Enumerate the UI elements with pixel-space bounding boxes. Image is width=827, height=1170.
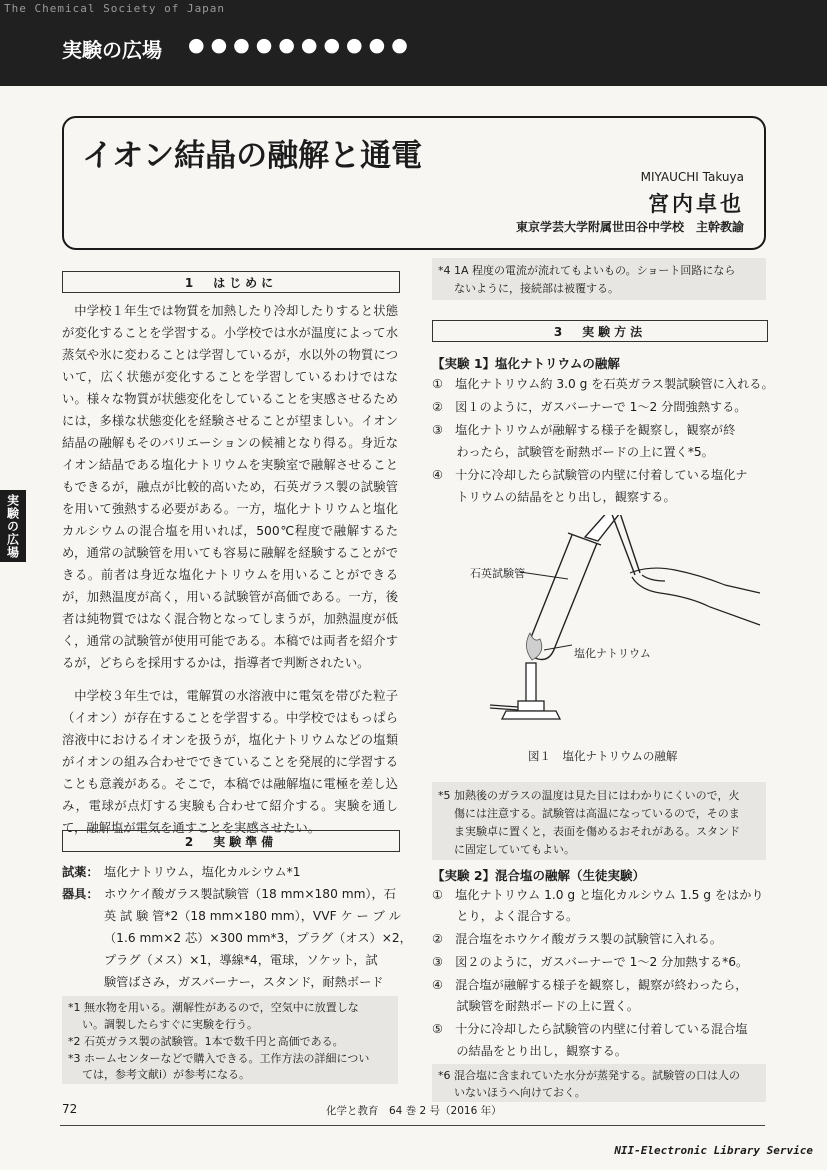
footnote-line: ま実験卓に置くと，表面を傷めるおそれがある。スタンド (454, 825, 740, 838)
journal-info: 化学と教育 64 巻 2 号（2016 年） (326, 1105, 502, 1117)
author-affiliation: 東京学芸大学附属世田谷中学校 主幹教諭 (515, 220, 744, 234)
reagents-text: 塩化ナトリウム，塩化カルシウム*1 (104, 865, 301, 879)
section1-paragraph-1: 中学校１年生では物質を加熱したり冷却したりすると状態が変化することを学習する。小学校では水が温度によって水蒸気や氷に変わることは学習しているが，水以外の物質について，広く状態が変化することを学習しているわけではない。様々な物質が状態変化をしていることを実感させるためには，多様な状態変化を経験させることが望ましい。イオン結晶の融解もそのバリエーションの候補となり得る。身近なイオン結晶である塩化ナトリウムを実験室で融解させることもできるが，融点が比較的高いため，石英ガラス製の試験管を用いて強熱する必要がある。一方，塩化ナトリウムと塩化カルシウムの混合塩を用いれば，500℃程度で融解するため，通常の試験管を用いても容易に融解を経験することができる。前者は身近な塩化ナトリウムを用いることができるが，加熱温度が高く，用いる試験管が高価である。一方，後者は純物質ではなく混合物となってしまうが，加熱温度が低く，通常の試験管が使用可能である。本稿では両者を紹介するが，どちらを採用するかは，指導者で判断されたい。 (62, 304, 398, 670)
page-number: 72 (62, 1102, 78, 1116)
experiment1-step: トリウムの結晶をとり出し，観察する。 (432, 490, 676, 504)
title-box (62, 116, 766, 250)
experiment2-step: とり，よく混合する。 (432, 909, 579, 923)
experiment2-step: の結晶をとり出し，観察する。 (432, 1044, 627, 1058)
equipment-line: プラグ（メス）×1，導線*4，電球，ソケット，試 (104, 953, 378, 967)
footnote-5 (432, 782, 766, 860)
footnote-line: *4 1A 程度の電流が流れてもよいもの。ショート回路になら (438, 264, 736, 277)
experiment2-step: 試験管を耐熱ボードの上に置く。 (432, 999, 639, 1013)
equipment-label: 器具： (62, 887, 99, 901)
banner-dots: ●●●●●●●●●● (188, 34, 414, 56)
figure-1-illustration (460, 515, 770, 730)
equipment-line: ホウケイ酸ガラス製試験管（18 mm×180 mm），石 (104, 887, 396, 901)
figure-label-salt: 塩化ナトリウム (574, 647, 651, 660)
footnote-4 (432, 258, 766, 300)
footnote-line: ては，参考文献ⅰ）が参考になる。 (82, 1068, 251, 1081)
section-title: 実験の広場 (62, 38, 162, 62)
section2-heading: 2 実験準備 (62, 830, 400, 852)
experiment2-step: ② 混合塩をホウケイ酸ガラス製の試験管に入れる。 (432, 932, 723, 946)
nii-service-label: NII-Electronic Library Service (614, 1144, 813, 1157)
test-tube-drawing (528, 515, 640, 660)
leader-line-salt (544, 645, 572, 650)
side-tab: 実験の広場 (0, 490, 26, 562)
experiment2-step: ⑤ 十分に冷却したら試験管の内壁に付着している混合塩 (432, 1022, 748, 1036)
footnote-line: *3 ホームセンターなどで購入できる。工作方法の詳細につい (68, 1052, 370, 1065)
experiment1-step: わったら，試験管を耐熱ボードの上に置く*5。 (432, 445, 714, 459)
equipment-line: 英 試 験 管*2（18 mm×180 mm），VVF ケ ー ブ ル (104, 909, 401, 923)
footnote-line: いないほうへ向けておく。 (454, 1086, 586, 1099)
society-watermark: The Chemical Society of Japan (4, 2, 226, 15)
footnote-line: *1 無水物を用いる。潮解性があるので，空気中に放置しな (68, 1001, 359, 1014)
equipment-line: 験管ばさみ，ガスバーナー，スタンド，耐熱ボード (104, 975, 384, 989)
hand-drawing (630, 568, 760, 625)
article-title: イオン結晶の融解と通電 (82, 138, 423, 174)
footnote-line: *6 混合塩に含まれていた水分が蒸発する。試験管の口は人の (438, 1069, 740, 1082)
figure-1-caption: 図１ 塩化ナトリウムの融解 (528, 749, 678, 763)
footnote-line: い。調製したらすぐに実験を行う。 (82, 1018, 258, 1031)
section1-paragraph-2: 中学校３年生では，電解質の水溶液中に電気を帯びた粒子（イオン）が存在することを学習する。中学校ではもっぱら溶液中におけるイオンを扱うが，塩化ナトリウムなどの塩類がイオンの組み合わせでできていることを発展的に学習することも意義がある。そこで，本稿では融解塩に電極を差し込み，電球が点灯する実験も合わせて紹介する。実験を通して，融解塩が電気を通すことを実感させたい。 (62, 689, 398, 835)
footnote-line: に固定していてもよい。 (454, 843, 575, 856)
experiment1-title: 【実験 1】塩化ナトリウムの融解 (432, 356, 620, 371)
leader-line-tube (520, 572, 568, 579)
footnote-6 (432, 1064, 766, 1102)
author-name: 宮内卓也 (648, 191, 744, 216)
burner-flame (526, 633, 541, 660)
section3-heading: 3 実験方法 (432, 320, 768, 342)
experiment1-step: ① 塩化ナトリウム約 3.0 g を石英ガラス製試験管に入れる。 (432, 377, 774, 391)
author-latin: MIYAUCHI Takuya (640, 170, 744, 184)
section-banner (0, 0, 827, 86)
footnote-line: *5 加熱後のガラスの温度は見た目にはわかりにくいので，火 (438, 789, 740, 802)
footer-rule (60, 1125, 765, 1126)
gas-burner-drawing (490, 663, 560, 719)
experiment2-step: ③ 図２のように，ガスバーナーで 1～2 分加熱する*6。 (432, 955, 749, 969)
experiment1-step: ④ 十分に冷却したら試験管の内壁に付着している塩化ナ (432, 468, 748, 482)
footnotes-1-3 (62, 996, 398, 1084)
experiment1-step: ③ 塩化ナトリウムが融解する様子を観察し，観察が終 (432, 423, 736, 437)
experiment2-title: 【実験 2】混合塩の融解（生徒実験） (432, 868, 646, 883)
experiment1-step: ② 図１のように，ガスバーナーで 1～2 分間強熱する。 (432, 400, 747, 414)
equipment-line: （1.6 mm×2 芯）×300 mm*3，プラグ（オス）×2， (104, 931, 412, 945)
footnote-line: ないように，接続部は被覆する。 (454, 282, 619, 295)
figure-label-tube: 石英試験管 (470, 567, 525, 580)
section1-heading: 1 はじめに (62, 271, 400, 293)
experiment2-step: ① 塩化ナトリウム 1.0 g と塩化カルシウム 1.5 g をはかり (432, 888, 764, 902)
experiment2-step: ④ 混合塩が融解する様子を観察し，観察が終わったら， (432, 978, 748, 992)
footnote-line: *2 石英ガラス製の試験管。1本で数千円と高価である。 (68, 1035, 344, 1048)
reagents-label: 試薬： (62, 865, 99, 879)
footnote-line: 傷には注意する。試験管は高温になっているので，そのま (454, 807, 740, 820)
